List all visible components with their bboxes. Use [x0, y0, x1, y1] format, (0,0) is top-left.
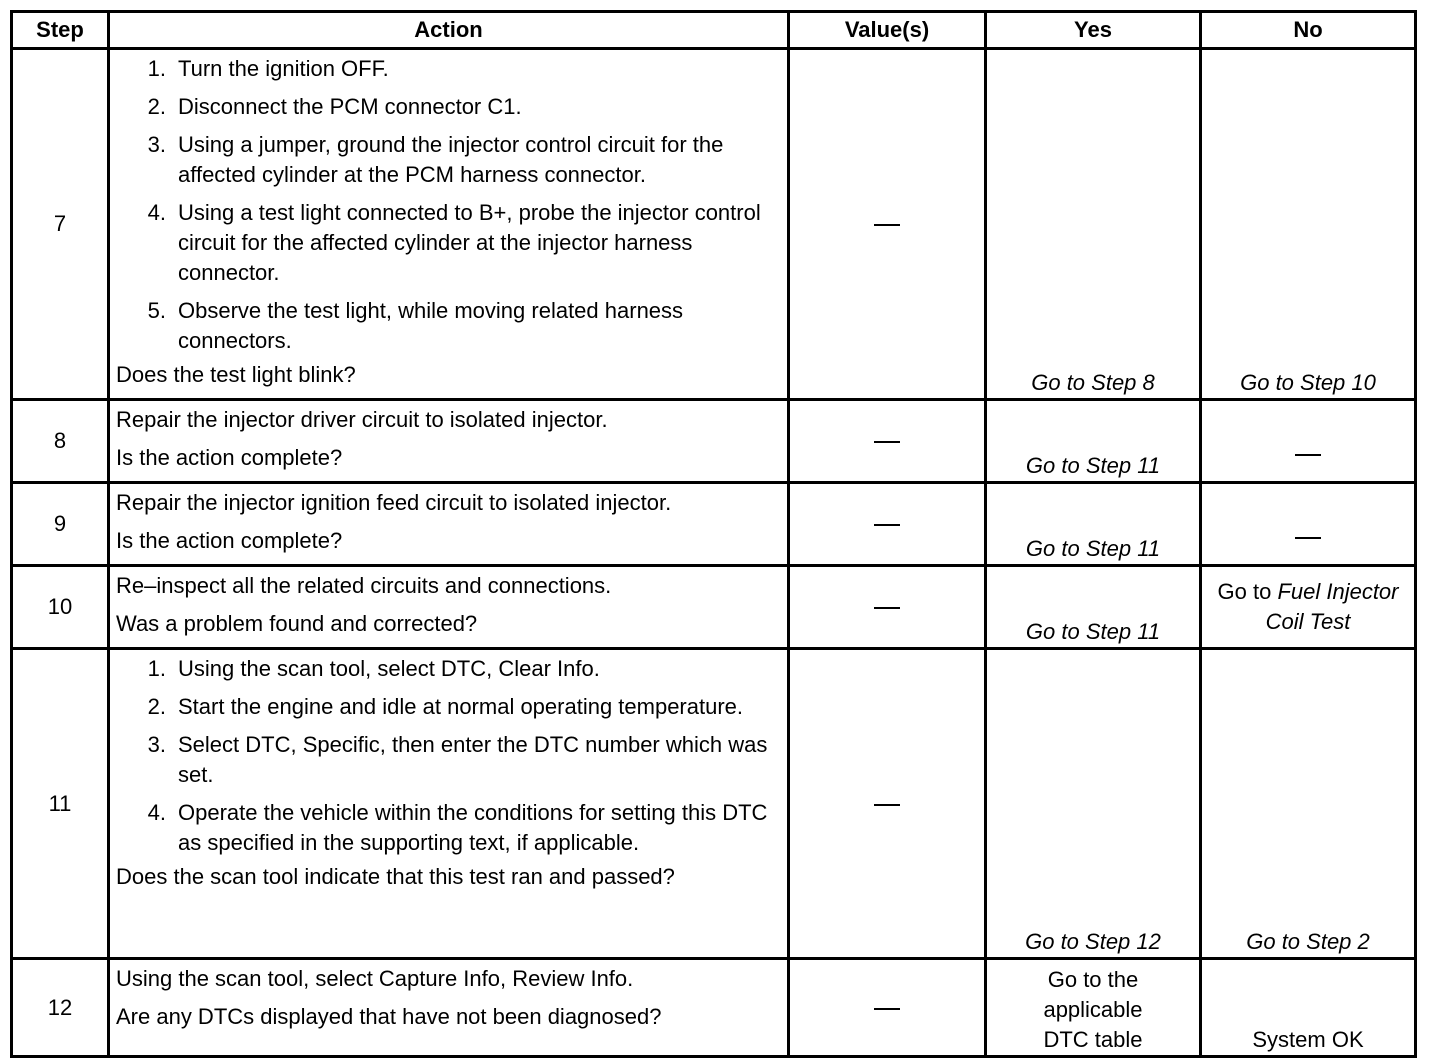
- table-row: [12, 49, 1416, 400]
- header-step: Step: [12, 12, 109, 49]
- header-action: Action: [109, 12, 789, 49]
- step-number: 11: [12, 649, 109, 959]
- no-result: System OK: [1252, 1027, 1364, 1052]
- list-item: 3. Select DTC, Specific, then enter the DTC number which was set.: [147, 732, 768, 787]
- action-question: Are any DTCs displayed that have not been diagnosed?: [116, 1004, 662, 1029]
- yes-link[interactable]: Go to the applicable DTC table: [1043, 967, 1143, 1052]
- yes-link[interactable]: Go to Step 11: [1025, 453, 1161, 478]
- yes-link[interactable]: Go to Step 11: [1025, 619, 1161, 644]
- table-row: [12, 566, 1416, 649]
- action-cell: [109, 483, 789, 566]
- action-question: Was a problem found and corrected?: [116, 611, 478, 636]
- value-cell: [789, 566, 986, 649]
- step-number: 10: [12, 566, 109, 649]
- step-number: 9: [12, 483, 109, 566]
- action-cell: [109, 400, 789, 483]
- yes-link[interactable]: Go to Step 8: [1031, 370, 1155, 395]
- value-cell: [789, 483, 986, 566]
- table-row: [12, 959, 1416, 1057]
- action-cell: [109, 566, 789, 649]
- action-statement: Repair the injector driver circuit to isolated injector.: [116, 407, 608, 432]
- dash-mark: [1295, 454, 1321, 456]
- no-cell: [1201, 483, 1416, 566]
- list-item: 2. Disconnect the PCM connector C1.: [147, 94, 522, 119]
- action-statement: Repair the injector ignition feed circuit to isolated injector.: [116, 490, 672, 515]
- header-no: No: [1201, 12, 1416, 49]
- list-item: 2. Start the engine and idle at normal operating temperature.: [147, 694, 744, 719]
- list-item: 5. Observe the test light, while moving related harness connectors.: [147, 298, 684, 353]
- dash-mark: [874, 441, 900, 443]
- table-row: [12, 483, 1416, 566]
- action-cell: [109, 649, 789, 959]
- dash-mark: [874, 804, 900, 806]
- dash-mark: [874, 607, 900, 609]
- list-item: 1. Using the scan tool, select DTC, Clear Info.: [147, 656, 600, 681]
- dash-mark: [874, 224, 900, 226]
- dash-mark: [1295, 537, 1321, 539]
- yes-cell: [986, 49, 1201, 400]
- no-cell: [1201, 566, 1416, 649]
- action-question: Does the test light blink?: [116, 362, 356, 387]
- header-values: Value(s): [789, 12, 986, 49]
- value-cell: [789, 400, 986, 483]
- action-question: Does the scan tool indicate that this test ran and passed?: [116, 864, 675, 889]
- value-cell: [789, 959, 986, 1057]
- yes-link[interactable]: Go to Step 11: [1025, 536, 1161, 561]
- no-cell: [1201, 959, 1416, 1057]
- header-row: [12, 12, 1416, 49]
- dash-mark: [874, 1008, 900, 1010]
- step-number: 8: [12, 400, 109, 483]
- no-prefix: Go to: [1217, 579, 1272, 604]
- list-item: 4. Operate the vehicle within the conditions for setting this DTC as specified in the supporting text, if applicable.: [147, 800, 768, 855]
- no-link[interactable]: Go to Step 2: [1246, 929, 1370, 954]
- diagnostic-table: [10, 10, 1417, 1058]
- table-row: [12, 649, 1416, 959]
- action-statement: Re–inspect all the related circuits and connections.: [116, 573, 612, 598]
- no-link[interactable]: Go to Step 10: [1240, 370, 1376, 395]
- action-cell: [109, 49, 789, 400]
- action-question: Is the action complete?: [116, 445, 343, 470]
- action-question: Is the action complete?: [116, 528, 343, 553]
- yes-cell: [986, 400, 1201, 483]
- action-list: [116, 654, 779, 858]
- table-row: [12, 400, 1416, 483]
- step-number: 7: [12, 49, 109, 400]
- header-yes: Yes: [986, 12, 1201, 49]
- no-cell: [1201, 400, 1416, 483]
- list-item: 1. Turn the ignition OFF.: [147, 56, 389, 81]
- no-cell: [1201, 49, 1416, 400]
- yes-cell: [986, 959, 1201, 1057]
- action-statement: Using the scan tool, select Capture Info, Review Info.: [116, 966, 634, 991]
- list-item: 3. Using a jumper, ground the injector control circuit for the affected cylinder at the PCM harness connector.: [147, 132, 724, 187]
- yes-cell: [986, 649, 1201, 959]
- value-cell: [789, 49, 986, 400]
- no-link[interactable]: Fuel Injector Coil Test: [1265, 579, 1399, 634]
- dash-mark: [874, 524, 900, 526]
- value-cell: [789, 649, 986, 959]
- action-cell: [109, 959, 789, 1057]
- list-item: 4. Using a test light connected to B+, probe the injector control circuit for the affected cylinder at the injector harness connector.: [147, 200, 761, 285]
- yes-cell: [986, 483, 1201, 566]
- action-list: [116, 54, 779, 356]
- yes-link[interactable]: Go to Step 12: [1025, 929, 1161, 954]
- step-number: 12: [12, 959, 109, 1057]
- no-cell: [1201, 649, 1416, 959]
- yes-cell: [986, 566, 1201, 649]
